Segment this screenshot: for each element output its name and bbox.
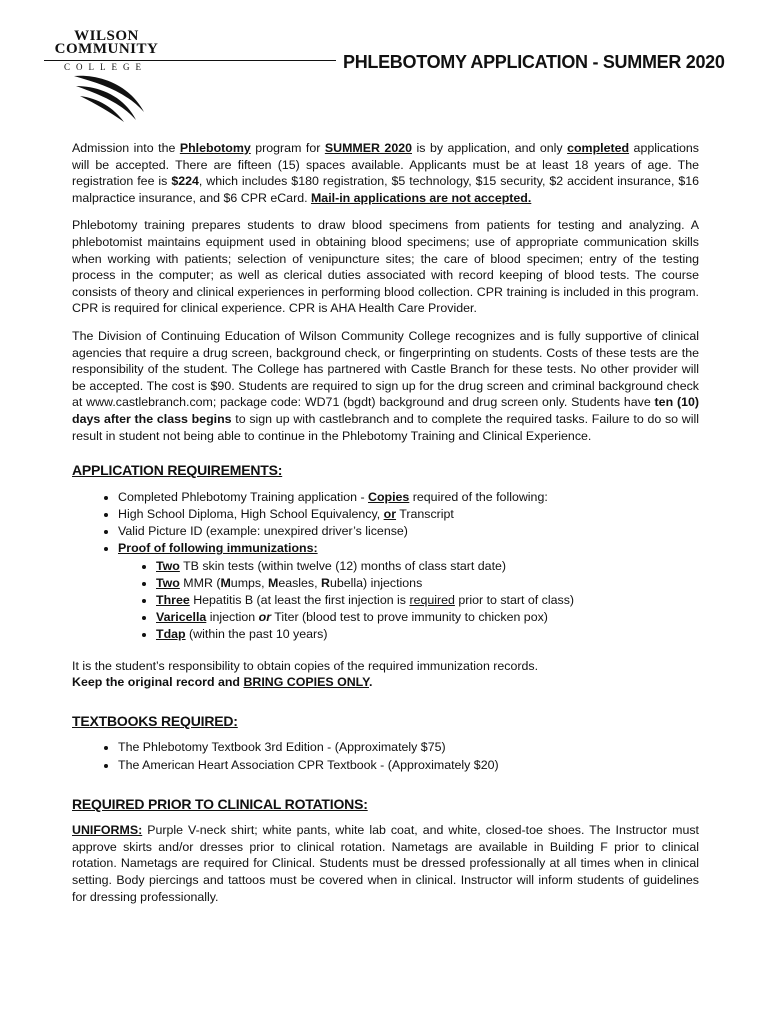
text: is by application, and only xyxy=(412,141,568,155)
list-item: • The American Heart Association CPR Textbook - (Approximately $20) xyxy=(118,757,699,774)
list-item xyxy=(156,592,699,609)
immunizations-list xyxy=(118,558,699,644)
count: Three xyxy=(156,592,190,607)
text: , which includes $180 registration, $5 technology, $15 security, $2 accident insurance, $16 malpractice insurance, and $6 CPR eCard. xyxy=(72,174,700,205)
intro-paragraph xyxy=(72,140,699,206)
logo-line-3: COLLEGE xyxy=(64,62,147,72)
or-text: or xyxy=(383,506,397,521)
fee-amount: $224 xyxy=(171,174,199,189)
completed-text: completed xyxy=(567,141,630,155)
textbooks-list xyxy=(72,739,699,773)
list-item xyxy=(118,506,699,523)
drug-screen-paragraph xyxy=(72,328,699,444)
mail-in-notice: Mail-in applications are not accepted. xyxy=(310,190,532,205)
text: MMR ( xyxy=(179,575,221,590)
immunization-note: It is the student’s responsibility to obtain copies of the required immunization records. xyxy=(72,658,539,673)
text: Admission into the xyxy=(72,141,180,155)
copies-note xyxy=(72,674,699,691)
list-item: • Valid Picture ID (example: unexpired driver’s license) xyxy=(118,523,699,540)
text: injection xyxy=(206,610,259,625)
text: umps, xyxy=(230,575,268,590)
text: applications will be accepted. There are fifteen (15) spaces available. Applicants must be at least 18 years of age. The registration fee is xyxy=(72,141,699,189)
uniforms-label: UNIFORMS: xyxy=(72,823,143,838)
text: The Division of Continuing Education of Wilson Community College recognizes and is fully supportive of clinical agencies that require a drug screen, background check, or fingerprinting on students. Costs of these tests are the responsibility of the student. The College has partnered with Castle Branch for these tests. No other provider will be accepted. The cost is $90. Students are required to sign up for the drug screen and criminal background check at www.castlebranch.com; package code: WD71 (bgdt) background and drug screen only. Students have xyxy=(72,328,699,410)
program-name: Phlebotomy xyxy=(179,141,251,155)
list-item xyxy=(118,540,699,643)
text: BRING COPIES ONLY xyxy=(243,675,369,690)
textbooks-heading: TEXTBOOKS REQUIRED: xyxy=(72,712,238,729)
letter: M xyxy=(267,575,279,590)
text: . xyxy=(368,675,373,690)
count: Two xyxy=(156,575,180,590)
letter: R xyxy=(321,575,330,590)
list-item xyxy=(156,626,699,643)
list-item: • The Phlebotomy Textbook 3rd Edition - (Approximately $75) xyxy=(118,739,699,756)
application-requirements-list xyxy=(72,489,699,644)
required-text: required xyxy=(409,592,455,607)
list-item xyxy=(156,609,699,626)
text: TB skin tests (within twelve (12) months of class start date) xyxy=(179,558,507,573)
term-name: SUMMER 2020 xyxy=(324,141,412,155)
text: High School Diploma, High School Equivalency, xyxy=(118,506,384,521)
logo-line-1: WILSON xyxy=(74,28,139,44)
text: to sign up with castlebranch and to complete the required tasks. Failure to do so will result in student not being able to continue in the Phlebotomy Training and Clinical Experience. xyxy=(72,411,699,443)
wave-mark-icon xyxy=(74,72,154,122)
text: (within the past 10 years) xyxy=(185,627,328,642)
text: required of the following: xyxy=(409,489,548,504)
document-body xyxy=(72,140,699,916)
list-item xyxy=(118,489,699,506)
vaccine: Varicella xyxy=(156,610,207,625)
text: Titer (blood test to prove immunity to chicken pox) xyxy=(271,610,548,625)
uniforms-paragraph xyxy=(72,822,699,905)
college-logo xyxy=(44,28,174,123)
list-item xyxy=(156,558,699,575)
application-requirements-heading: APPLICATION REQUIREMENTS: xyxy=(72,462,283,479)
logo-line-2: COMMUNITY xyxy=(54,41,159,57)
text: Keep the original record and xyxy=(72,675,244,690)
clinical-heading: REQUIRED PRIOR TO CLINICAL ROTATIONS: xyxy=(72,795,368,812)
count: Two xyxy=(156,558,180,573)
text: ubella) injections xyxy=(329,575,423,590)
vaccine: Tdap xyxy=(156,627,186,642)
list-item xyxy=(156,575,699,592)
or-text: or xyxy=(258,610,272,625)
text: prior to start of class) xyxy=(454,592,575,607)
text: Completed Phlebotomy Training application - xyxy=(118,489,369,504)
immunizations-label: Proof of following immunizations: xyxy=(118,541,318,556)
page-title: PHLEBOTOMY APPLICATION - SUMMER 2020 xyxy=(343,52,725,72)
text: Hepatitis B (at least the first injection is xyxy=(189,592,410,607)
letter: M xyxy=(220,575,231,590)
text: Purple V-neck shirt; white pants, white lab coat, and white, closed-toe shoes. The Instructor must approve skirts and/or dresses prior to clinical rotation. Nametags are available in Building F prior to clinical rotation. Nametags are required for Clinical. Students must be dressed professionally at all times when in clinical setting. Body piercings and tattoos must be covered when in clinical. Instructor will inform students of guidelines for dressing professionally. xyxy=(72,823,699,904)
text: program for xyxy=(250,141,325,155)
copies-text: Copies xyxy=(368,489,410,504)
training-paragraph: Phlebotomy training prepares students to draw blood specimens from patients for testing and analyzing. A phlebotomist maintains equipment used in obtaining blood specimens; use of appropriate communication skills when working with patients; selection of venipuncture sites; the care of blood specimen; entry of the testing process in the computer; as well as clerical duties associated with record keeping of blood tests. The course consists of theory and clinical experiences in performing blood collection. CPR training is included in this program. CPR is required for clinical experience. CPR is AHA Health Care Provider. xyxy=(72,218,699,316)
text: easles, xyxy=(278,575,322,590)
deadline-text: ten (10) days after the class begins xyxy=(72,395,699,426)
header-rule xyxy=(44,60,336,61)
text: Transcript xyxy=(396,506,454,521)
